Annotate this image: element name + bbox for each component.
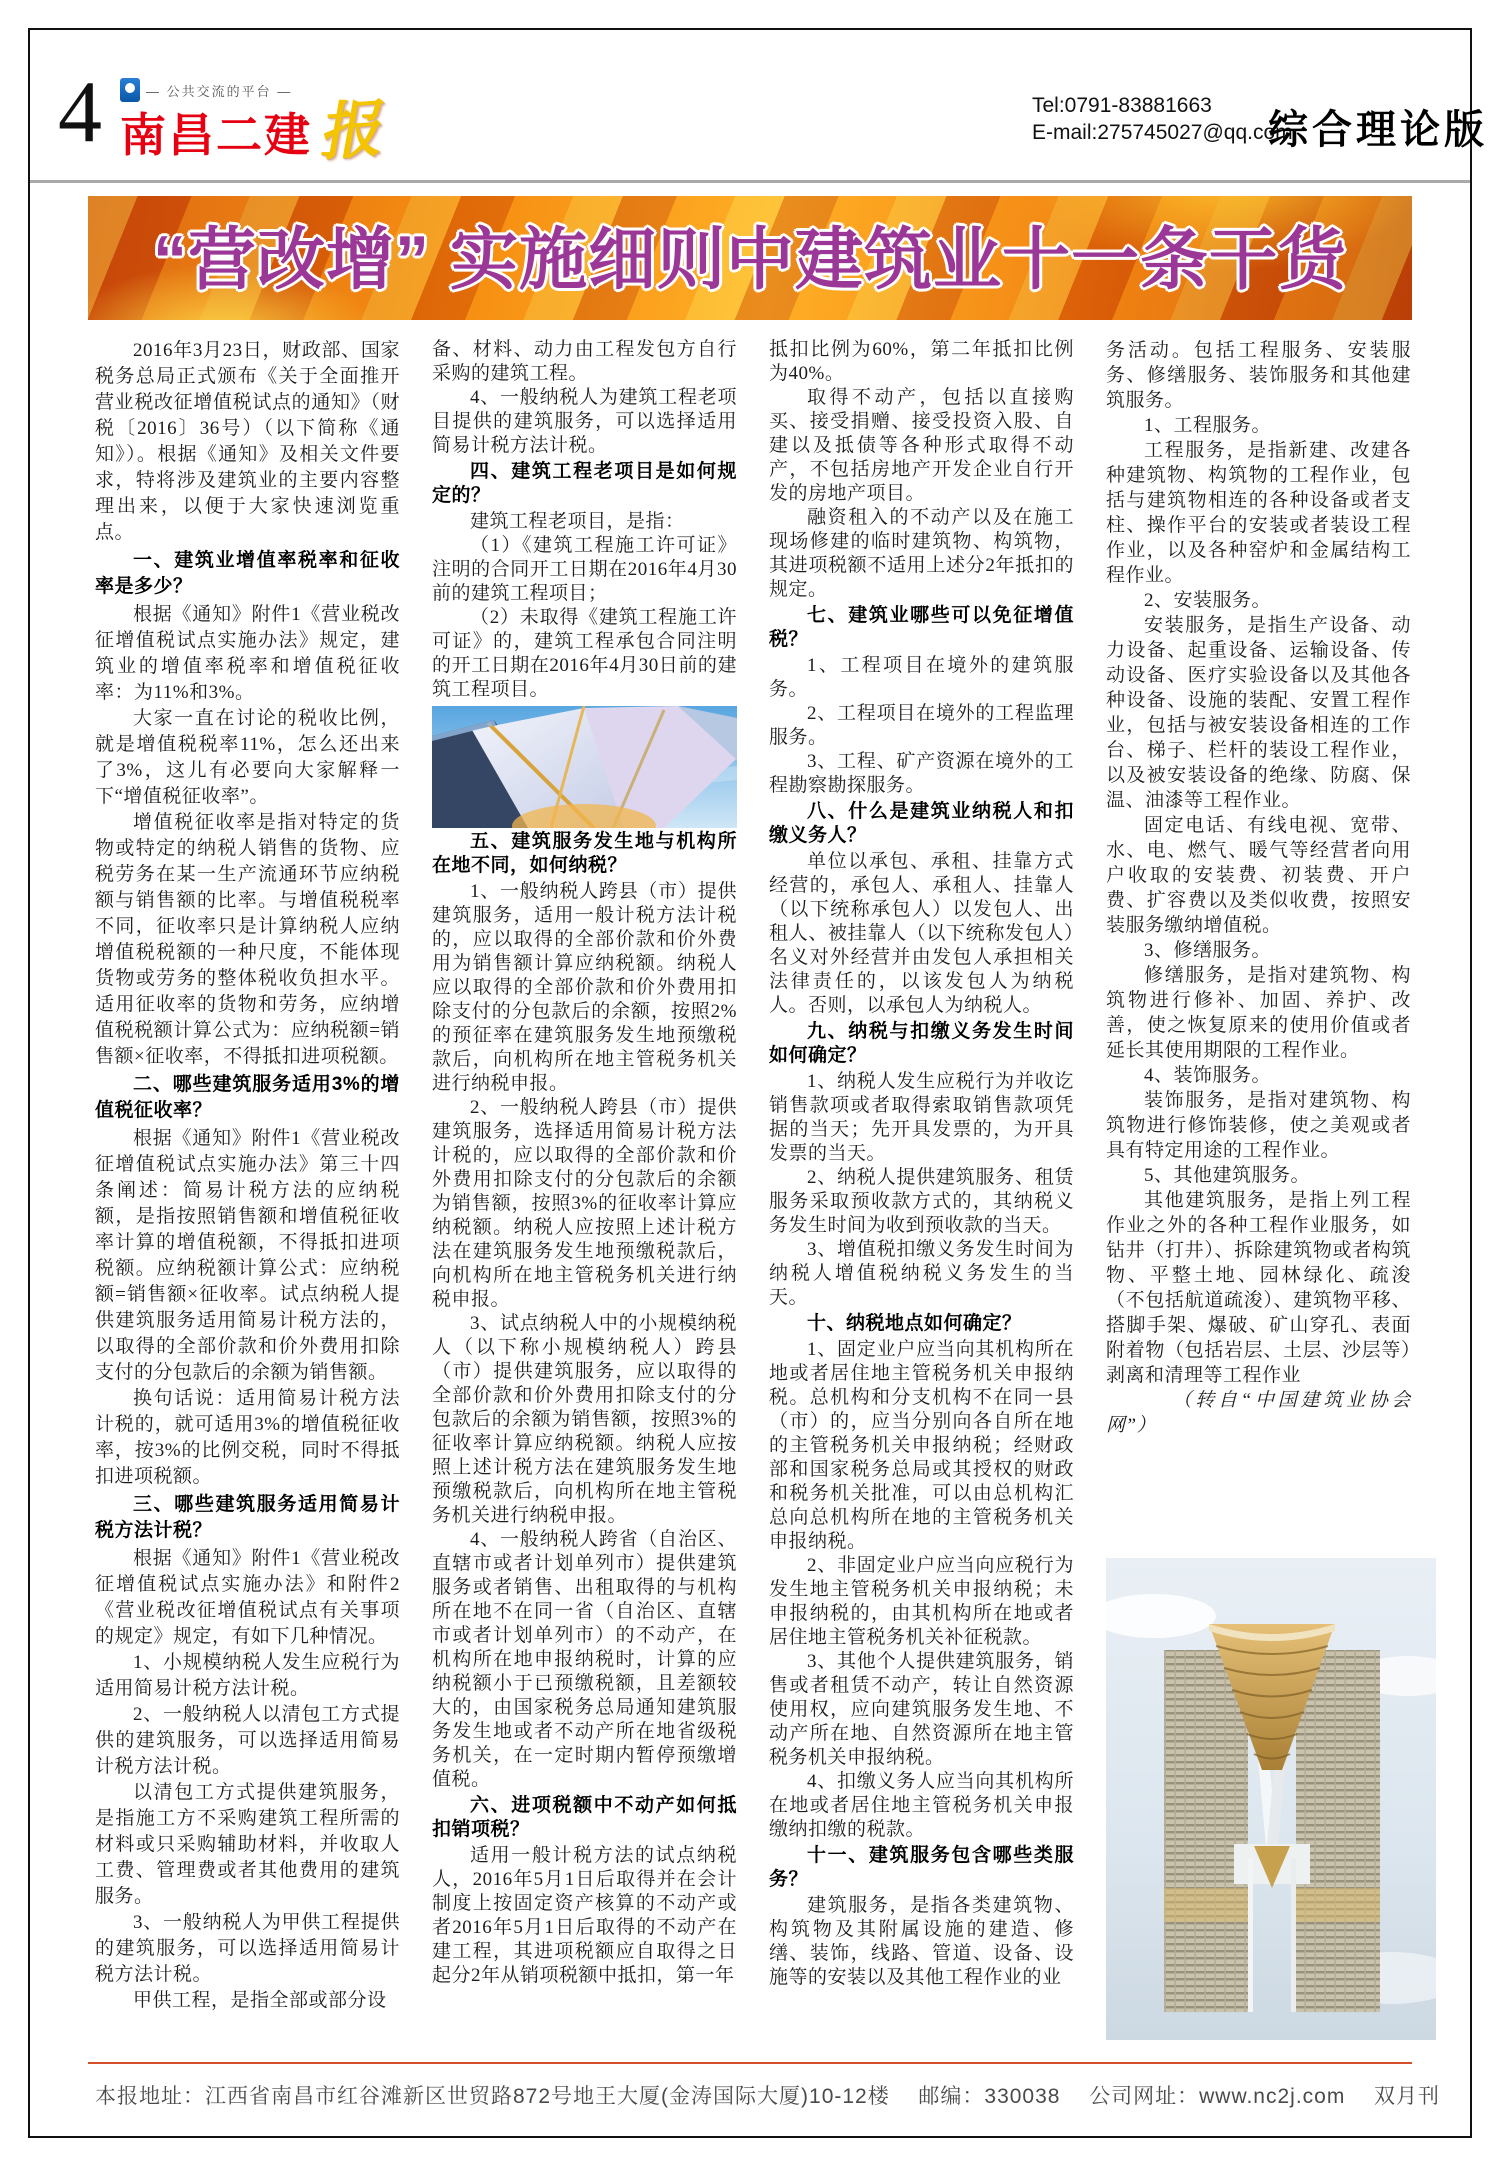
- glass-building-illustration: [432, 706, 737, 828]
- article-paragraph: 根据《通知》附件1《营业税改征增值税试点实施办法》规定，建筑业的增值率税率和增值税征收率：为11%和3%。: [95, 604, 400, 703]
- article-paragraph: 2、一般纳税人跨县（市）提供建筑服务，选择适用简易计税方法计税的，应以取得的全部价款和价外费用扣除支付的分包款后的余额为销售额，按照3%的征收率计算应纳税额。纳税人应按照上述计税方法在建筑服务发生地预缴税款后，向机构所在地主管税务机关进行纳税申报。: [432, 1097, 737, 1310]
- section-heading: 八、什么是建筑业纳税人和扣缴义务人？: [769, 801, 1074, 846]
- article-column-1: [95, 338, 400, 2062]
- glass-building-photo: [432, 706, 737, 828]
- article-paragraph: 甲供工程，是指全部或部分设: [133, 1990, 387, 2011]
- article-paragraph: 以清包工方式提供建筑服务，是指施工方不采购建筑工程所需的材料或只采购辅助材料，并收取人工费、管理费或者其他费用的建筑服务。: [95, 1782, 400, 1907]
- article-paragraph: 务活动。包括工程服务、安装服务、修缮服务、装饰服务和其他建筑服务。: [1106, 340, 1411, 411]
- article-paragraph: 抵扣比例为60%，第二年抵扣比例为40%。: [769, 339, 1074, 384]
- article-paragraph: 换句话说：适用简易计税方法计税的，就可适用3%的增值税征收率，按3%的比例交税，同时不得抵扣进项税额。: [95, 1388, 400, 1487]
- article-paragraph: （2）未取得《建筑工程施工许可证》的，建筑工程承包合同注明的开工日期在2016年4月30日前的建筑工程项目。: [432, 607, 737, 700]
- article-paragraph: 3、试点纳税人中的小规模纳税人（以下称小规模纳税人）跨县（市）提供建筑服务，应以取得的全部价款和价外费用扣除支付的分包款后的余额为销售额，按照3%的征收率计算应纳税额。纳税人应按照上述计税方法在建筑服务发生地预缴税款后，向机构所在地主管税务机关进行纳税申报。: [432, 1313, 737, 1526]
- headline-banner: [88, 196, 1412, 320]
- masthead-bao-glyph: 报: [315, 95, 383, 169]
- twin-tower-photo: [1106, 1558, 1436, 2040]
- section-heading: 三、哪些建筑服务适用简易计税方法计税？: [95, 1494, 400, 1541]
- footer-postcode: 邮编：330038: [918, 2085, 1061, 2108]
- article-paragraph: 1、工程项目在境外的建筑服务。: [769, 655, 1074, 700]
- article-paragraph: （1）《建筑工程施工许可证》注明的合同开工日期在2016年4月30前的建筑工程项目；: [432, 535, 737, 604]
- article-paragraph: 1、工程服务。: [1144, 415, 1272, 436]
- article-paragraph: 1、小规模纳税人发生应税行为适用简易计税方法计税。: [95, 1652, 400, 1699]
- article-paragraph: 备、材料、动力由工程发包方自行采购的建筑工程。: [432, 339, 737, 384]
- article-paragraph: 固定电话、有线电视、宽带、水、电、燃气、暖气等经营者向用户收取的安装费、初装费、开户费、扩容费以及类似收费，按照安装服务缴纳增值税。: [1106, 815, 1411, 936]
- footer-divider: [88, 2062, 1412, 2064]
- section-heading: 五、建筑服务发生地与机构所在地不同，如何纳税？: [432, 831, 737, 876]
- header-divider: [30, 180, 1470, 183]
- section-heading: 四、建筑工程老项目是如何规定的？: [432, 461, 737, 506]
- article-paragraph: 适用一般计税方法的试点纳税人，2016年5月1日后取得并在会计制度上按固定资产核算的不动产或者2016年5月1日后取得的不动产在建工程，其进项税额应自取得之日起分2年从销项税额中抵扣，第一年: [432, 1845, 737, 1986]
- article-paragraph: 4、一般纳税人跨省（自治区、直辖市或者计划单列市）提供建筑服务或者销售、出租取得的与机构所在地不在同一省（自治区、直辖市或者计划单列市）的不动产，在机构所在地申报纳税时，计算的应纳税额小于已预缴税额，且差额较大的，由国家税务总局通知建筑服务发生地或者不动产所在地省级税务机关，在一定时期内暂停预缴增值税。: [432, 1529, 737, 1790]
- article-paragraph: 大家一直在讨论的税收比例，就是增值税税率11%，怎么还出来了3%，这儿有必要向大家解释一下“增值税征收率”。: [95, 708, 400, 807]
- section-heading: 六、进项税额中不动产如何抵扣销项税？: [432, 1795, 737, 1840]
- article-paragraph: 工程服务，是指新建、改建各种建筑物、构筑物的工程作业，包括与建筑物相连的各种设备或者支柱、操作平台的安装或者装设工程作业，以及各种窑炉和金属结构工程作业。: [1106, 440, 1411, 586]
- contact-tel: Tel:0791-83881663: [1032, 94, 1212, 117]
- article-paragraph: 3、修缮服务。: [1144, 940, 1272, 961]
- article-paragraph: 修缮服务，是指对建筑物、构筑物进行修补、加固、养护、改善，使之恢复原来的使用价值或者延长其使用期限的工程作业。: [1106, 965, 1411, 1061]
- footer-frequency: 双月刊: [1373, 2085, 1440, 2108]
- masthead: [120, 78, 440, 169]
- masthead-title: 南昌二建: [120, 109, 312, 161]
- article-paragraph: 2、一般纳税人以清包工方式提供的建筑服务，可以选择适用简易计税方法计税。: [95, 1704, 400, 1777]
- masthead-icon: [120, 78, 140, 102]
- masthead-tagline: — 公共交流的平台 —: [146, 83, 293, 99]
- article-paragraph: 4、装饰服务。: [1144, 1065, 1272, 1086]
- article-paragraph: 2、非固定业户应当向应税行为发生地主管税务机关申报纳税；未申报纳税的，由其机构所在地或者居住地主管税务机关补征税款。: [769, 1555, 1074, 1648]
- article-paragraph: 1、一般纳税人跨县（市）提供建筑服务，适用一般计税方法计税的，应以取得的全部价款和价外费用为销售额计算应纳税额。纳税人应以取得的全部价款和价外费用扣除支付的分包款后的余额，按照2%的预征率在建筑服务发生地预缴税款后，向机构所在地主管税务机关进行纳税申报。: [432, 881, 737, 1094]
- article-paragraph: （转自“中国建筑业协会网”）: [1106, 1390, 1411, 1436]
- article-paragraph: 1、固定业户应当向其机构所在地或者居住地主管税务机关申报纳税。总机构和分支机构不在同一县（市）的，应当分别向各自所在地的主管税务机关申报纳税；经财政部和国家税务总局或其授权的财政和税务机关批准，可以由总机构汇总向总机构所在地的主管税务机关申报纳税。: [769, 1339, 1074, 1552]
- article-paragraph: 5、其他建筑服务。: [1144, 1165, 1311, 1186]
- article-paragraph: 取得不动产，包括以直接购买、接受捐赠、接受投资入股、自建以及抵债等各种形式取得不动产，不包括房地产开发企业自行开发的房地产项目。: [769, 387, 1074, 504]
- article-paragraph: 4、扣缴义务人应当向其机构所在地或者居住地主管税务机关申报缴纳扣缴的税款。: [769, 1771, 1074, 1840]
- article-column-3: [769, 338, 1074, 2062]
- article-paragraph: 2、安装服务。: [1144, 590, 1272, 611]
- section-heading: 十、纳税地点如何确定？: [807, 1313, 1022, 1334]
- edition-title: 综合理论版: [1268, 108, 1488, 152]
- article-paragraph: 3、其他个人提供建筑服务，销售或者租赁不动产，转让自然资源使用权，应向建筑服务发生地、不动产所在地、自然资源所在地主管税务机关申报纳税。: [769, 1651, 1074, 1768]
- article-column-2: [432, 338, 737, 2062]
- article-paragraph: 2、纳税人提供建筑服务、租赁服务采取预收款方式的，其纳税义务发生时间为收到预收款的当天。: [769, 1167, 1074, 1236]
- article-paragraph: 建筑服务，是指各类建筑物、构筑物及其附属设施的建造、修缮、装饰，线路、管道、设备、设施等的安装以及其他工程作业的业: [769, 1895, 1074, 1988]
- headline-title: “营改增” 实施细则中建筑业十一条干货: [153, 222, 1347, 298]
- footer: [95, 2080, 1440, 2110]
- article-paragraph: 安装服务，是指生产设备、动力设备、起重设备、运输设备、传动设备、医疗实验设备以及其他各种设备、设施的装配、安置工程作业，包括与被安装设备相连的工作台、梯子、栏杆的装设工程作业，以及被安装设备的绝缘、防腐、保温、油漆等工程作业。: [1106, 615, 1411, 811]
- article-paragraph: 1、纳税人发生应税行为并收讫销售款项或者取得索取销售款项凭据的当天；先开具发票的，为开具发票的当天。: [769, 1071, 1074, 1164]
- section-heading: 十一、建筑服务包含哪些类服务？: [769, 1845, 1074, 1890]
- article-paragraph: 其他建筑服务，是指上列工程作业之外的各种工程作业服务，如钻井（打井）、拆除建筑物或者构筑物、平整土地、园林绿化、疏浚（不包括航道疏浚）、建筑物平移、搭脚手架、爆破、矿山穿孔、表面附着物（包括岩层、土层、沙层等）剥离和清理等工程作业: [1106, 1190, 1411, 1386]
- article-paragraph: 3、一般纳税人为甲供工程提供的建筑服务，可以选择适用简易计税方法计税。: [95, 1912, 400, 1985]
- section-heading: 一、建筑业增值率税率和征收率是多少？: [95, 550, 400, 597]
- article-paragraph: 装饰服务，是指对建筑物、构筑物进行修饰装修，使之美观或者具有特定用途的工程作业。: [1106, 1090, 1411, 1161]
- footer-address: 本报地址：江西省南昌市红谷滩新区世贸路872号地王大厦(金涛国际大厦)10-12楼: [95, 2085, 890, 2108]
- article-paragraph: 根据《通知》附件1《营业税改征增值税试点实施办法》和附件2《营业税改征增值税试点有关事项的规定》规定，有如下几种情况。: [95, 1548, 400, 1647]
- footer-website: 公司网址：www.nc2j.com: [1089, 2085, 1346, 2108]
- section-heading: 九、纳税与扣缴义务发生时间如何确定？: [769, 1021, 1074, 1066]
- article-paragraph: 2、工程项目在境外的工程监理服务。: [769, 703, 1074, 748]
- article-paragraph: 3、增值税扣缴义务发生时间为纳税人增值税纳税义务发生的当天。: [769, 1239, 1074, 1308]
- article-paragraph: 增值税征收率是指对特定的货物或特定的纳税人销售的货物、应税劳务在某一生产流通环节应纳税额与销售额的比率。与增值税税率不同，征收率只是计算纳税人应纳增值税税额的一种尺度，不能体现货物或劳务的整体税收负担水平。适用征收率的货物和劳务，应纳增值税税额计算公式为：应纳税额=销售额×征收率，不得抵扣进项税额。: [95, 812, 400, 1067]
- contact-info: [1032, 92, 1293, 146]
- article-paragraph: 4、一般纳税人为建筑工程老项目提供的建筑服务，可以选择适用简易计税方法计税。: [432, 387, 737, 456]
- section-heading: 七、建筑业哪些可以免征增值税？: [769, 605, 1074, 650]
- section-heading: 二、哪些建筑服务适用3%的增值税征收率？: [95, 1074, 400, 1121]
- article-paragraph: 单位以承包、承租、挂靠方式经营的，承包人、承租人、挂靠人（以下统称承包人）以发包人、出租人、被挂靠人（以下统称发包人）名义对外经营并由发包人承担相关法律责任的，以该发包人为纳税人。否则，以承包人为纳税人。: [769, 851, 1074, 1016]
- article-paragraph: 根据《通知》附件1《营业税改征增值税试点实施办法》第三十四条阐述：简易计税方法的应纳税额，是指按照销售额和增值税征收率计算的增值税额，不得抵扣进项税额。应纳税额计算公式：应纳税额=销售额×征收率。试点纳税人提供建筑服务适用简易计税方法的，以取得的全部价款和价外费用扣除支付的分包款后的余额为销售额。: [95, 1128, 400, 1383]
- article-paragraph: 融资租入的不动产以及在施工现场修建的临时建筑物、构筑物，其进项税额不适用上述分2年抵扣的规定。: [769, 507, 1074, 600]
- contact-email: E-mail:275745027@qq.com: [1032, 121, 1293, 144]
- article-paragraph: 3、工程、矿产资源在境外的工程勘察勘探服务。: [769, 751, 1074, 796]
- twin-tower-illustration: [1106, 1558, 1436, 2040]
- article-paragraph: 2016年3月23日，财政部、国家税务总局正式颁布《关于全面推开营业税改征增值税试点的通知》（财税〔2016〕36号）（以下简称《通知》）。根据《通知》及相关文件要求，特将涉及建筑业的主要内容整理出来，以便于大家快速浏览重点。: [95, 340, 400, 543]
- page-number: 4: [58, 64, 102, 161]
- article-paragraph: 建筑工程老项目，是指：: [470, 511, 685, 532]
